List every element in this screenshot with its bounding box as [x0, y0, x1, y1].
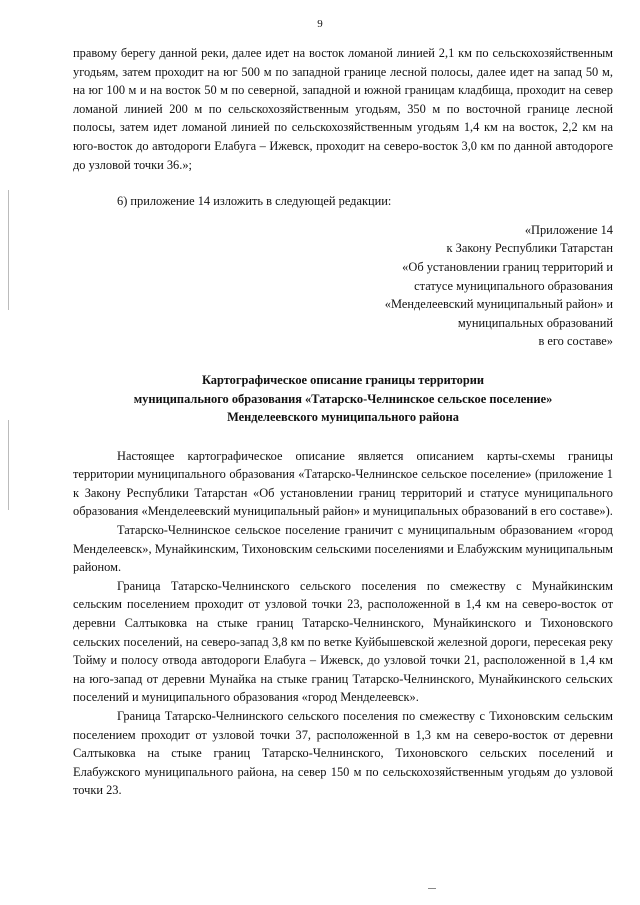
title-line: Менделеевского муниципального района — [227, 410, 459, 425]
page-number: 9 — [317, 18, 323, 30]
body-paragraph: Настоящее картографическое описание является описанием карты-схемы границы территории муниципального образования «Татарско-Челнинское сельское поселение» (приложение 1 к Закону Республики Татарстан «Об установлении границ территорий и статусе муниципального образования «Менделеевский муниципальный район» и муниципальных образований в его составе»). — [73, 448, 613, 519]
appendix-line: «Об установлении границ территорий и — [402, 259, 613, 274]
appendix-line: муниципальных образований — [457, 315, 613, 330]
title-line: муниципального образования «Татарско-Челнинское сельское поселение» — [133, 391, 553, 406]
amendment-item-6: 6) приложение 14 изложить в следующей редакции: — [117, 194, 392, 209]
appendix-line: «Менделеевский муниципальный район» и — [384, 297, 613, 312]
body-paragraph: Граница Татарско-Челнинского сельского поселения по смежеству с Мунайкинским сельским поселением проходит от узловой точки 23, расположенной в 1,4 км на северо-восток от деревни Салтыковка на стыке границ Татарско-Челнинского, Мунайкинского и Тихоновского сельских поселений, на северо-запад 3,8 км по ветке Куйбышевской железной дороги, пересекая реку Тойму и полосу отвода автодороги Елабуга – Ижевск, до узловой точки 21, расположенной в 1,4 км на юго-запад от деревни Мунайка на стыке границ Татарско-Челнинского, Мунайкинского сельских поселений и муниципального образования «город Менделеевск». — [73, 578, 613, 705]
appendix-header — [73, 221, 613, 351]
title-line: Картографическое описание границы территории — [201, 372, 485, 387]
appendix-line: в его составе» — [538, 334, 613, 349]
scan-margin-mark — [8, 190, 9, 310]
body-paragraph: Граница Татарско-Челнинского сельского поселения по смежеству с Тихоновским сельским поселением проходит от узловой точки 37, расположенной в 1,3 км на северо-восток от деревни Салтыковка на стыке границ Татарско-Челнинского, Тихоновского сельских поселений и Елабужского муниципального района, на север 150 м по сельскохозяйственным угодьям до узловой точки 23. — [73, 709, 613, 798]
document-body — [73, 44, 613, 800]
continued-paragraph: правому берегу данной реки, далее идет на восток ломаной линией 2,1 км по сельскохозяйственным угодьям, затем проходит на юг 500 м по западной границе лесной полосы, далее идет на запад 50 м, на юг 100 м и на восток 50 м по северной, западной и южной границам кладбища, проходит на север ломаной линией 200 м по сельскохозяйственным угодьям, 350 м по восточной границе лесной полосы, затем идет ломаной линией по сельскохозяйственным угодьям 1,4 км на восток, 2,2 км на юго-восток до автодороги Елабуга – Ижевск, проходит на северо-восток 3,0 км по данной автодороге до узловой точки 36.»; — [73, 46, 613, 172]
appendix-line: «Приложение 14 — [524, 222, 613, 237]
body-paragraph: Татарско-Челнинское сельское поселение граничит с муниципальным образованием «город Менделеевск», Мунайкинским, Тихоновским сельскими поселениями и Елабужским муниципальным районом. — [73, 523, 613, 575]
footer-mark — [428, 888, 436, 889]
section-title — [73, 371, 613, 427]
scan-margin-mark — [8, 420, 9, 510]
appendix-line: к Закону Республики Татарстан — [446, 241, 613, 256]
appendix-line: статусе муниципального образования — [414, 278, 613, 293]
